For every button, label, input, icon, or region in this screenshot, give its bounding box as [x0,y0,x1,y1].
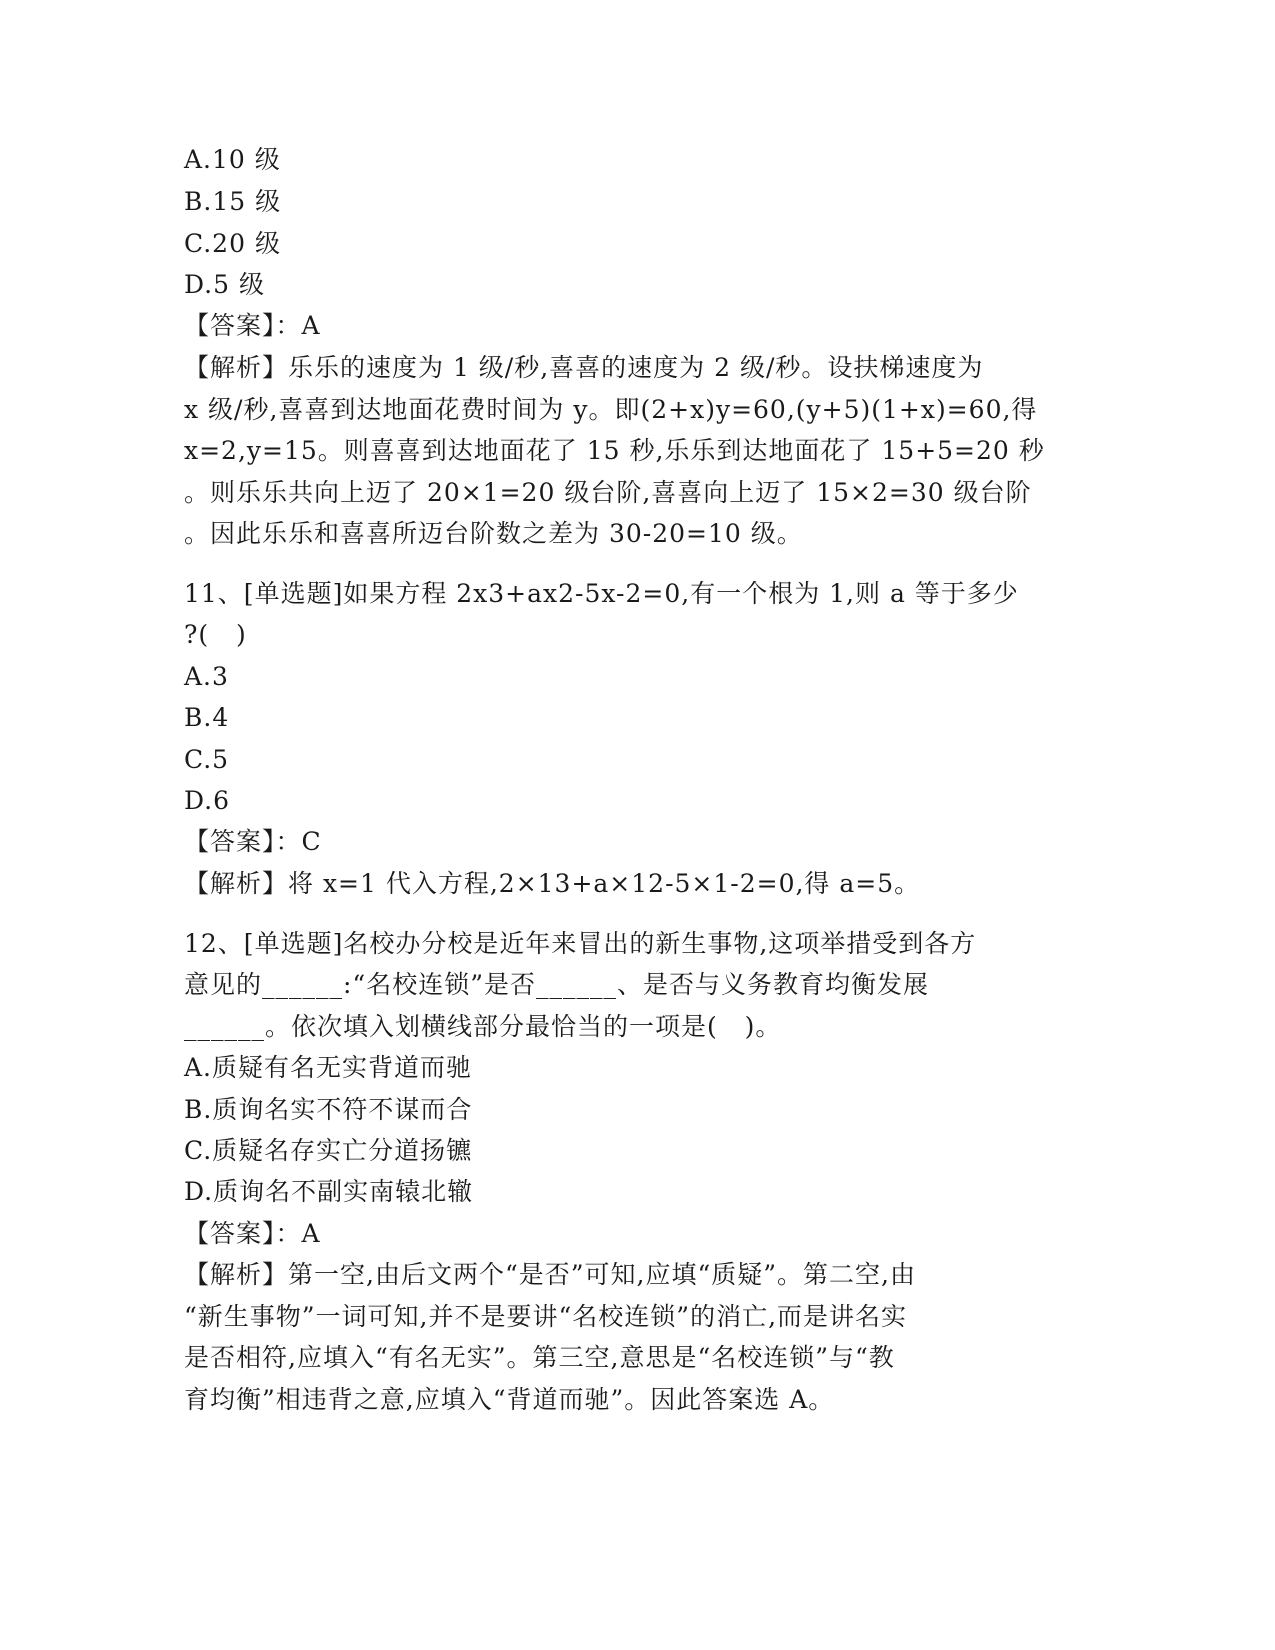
q12-analysis-line: 育均衡”相违背之意,应填入“背道而驰”。因此答案选 A。 [184,1385,835,1414]
q12-answer: 【答案】：A [184,1219,321,1248]
q12-option-a: A.质疑有名无实背道而驰 [184,1053,473,1082]
q10-option-d: D.5 级 [184,270,265,299]
q10-analysis-line: 。因此乐乐和喜喜所迈台阶数之差为 30-20=10 级。 [184,519,803,548]
q11-option-c: C.5 [184,745,230,774]
q11-question-line: 11、[单选题]如果方程 2x3+ax2-5x-2=0,有一个根为 1,则 a 等于多少 [184,579,1019,608]
q11-option-d: D.6 [184,786,231,815]
q12-analysis-line: 【解析】第一空,由后文两个“是否”可知,应填“质疑”。第二空,由 [184,1260,916,1289]
q10-option-b: B.15 级 [184,187,282,216]
q10-option-a: A.10 级 [184,145,281,174]
q10-analysis-line: 【解析】乐乐的速度为 1 级/秒,喜喜的速度为 2 级/秒。设扶梯速度为 [184,353,984,382]
q11-option-b: B.4 [184,703,230,732]
q11-option-a: A.3 [184,662,229,691]
q10-analysis-line: 。则乐乐共向上迈了 20×1=20 级台阶,喜喜向上迈了 15×2=30 级台阶 [184,478,1032,507]
q10-analysis-line: x 级/秒,喜喜到达地面花费时间为 y。即(2+x)y=60,(y+5)(1+x)=60,得 [184,395,1038,424]
q12-option-d: D.质询名不副实南辕北辙 [184,1177,474,1206]
q11-answer: 【答案】：C [184,827,322,856]
q12-option-c: C.质疑名存实亡分道扬镳 [184,1136,473,1165]
q11-question-line: ?( ) [184,620,247,649]
q11-analysis-line: 【解析】将 x=1 代入方程,2×13+a×12-5×1-2=0,得 a=5。 [184,869,921,898]
q12-analysis-line: “新生事物”一词可知,并不是要讲“名校连锁”的消亡,而是讲名实 [184,1302,908,1331]
q12-analysis-line: 是否相符,应填入“有名无实”。第三空,意思是“名校连锁”与“教 [184,1343,895,1372]
q12-option-b: B.质询名实不符不谋而合 [184,1095,473,1124]
q12-question-line: ______。依次填入划横线部分最恰当的一项是( )。 [184,1012,782,1041]
q10-analysis-line: x=2,y=15。则喜喜到达地面花了 15 秒,乐乐到达地面花了 15+5=20 秒 [184,436,1045,465]
q12-question-line: 12、[单选题]名校办分校是近年来冒出的新生事物,这项举措受到各方 [184,929,977,958]
q10-option-c: C.20 级 [184,229,281,258]
q10-answer: 【答案】：A [184,311,321,340]
q12-question-line: 意见的______:“名校连锁”是否______、是否与义务教育均衡发展 [184,970,929,999]
